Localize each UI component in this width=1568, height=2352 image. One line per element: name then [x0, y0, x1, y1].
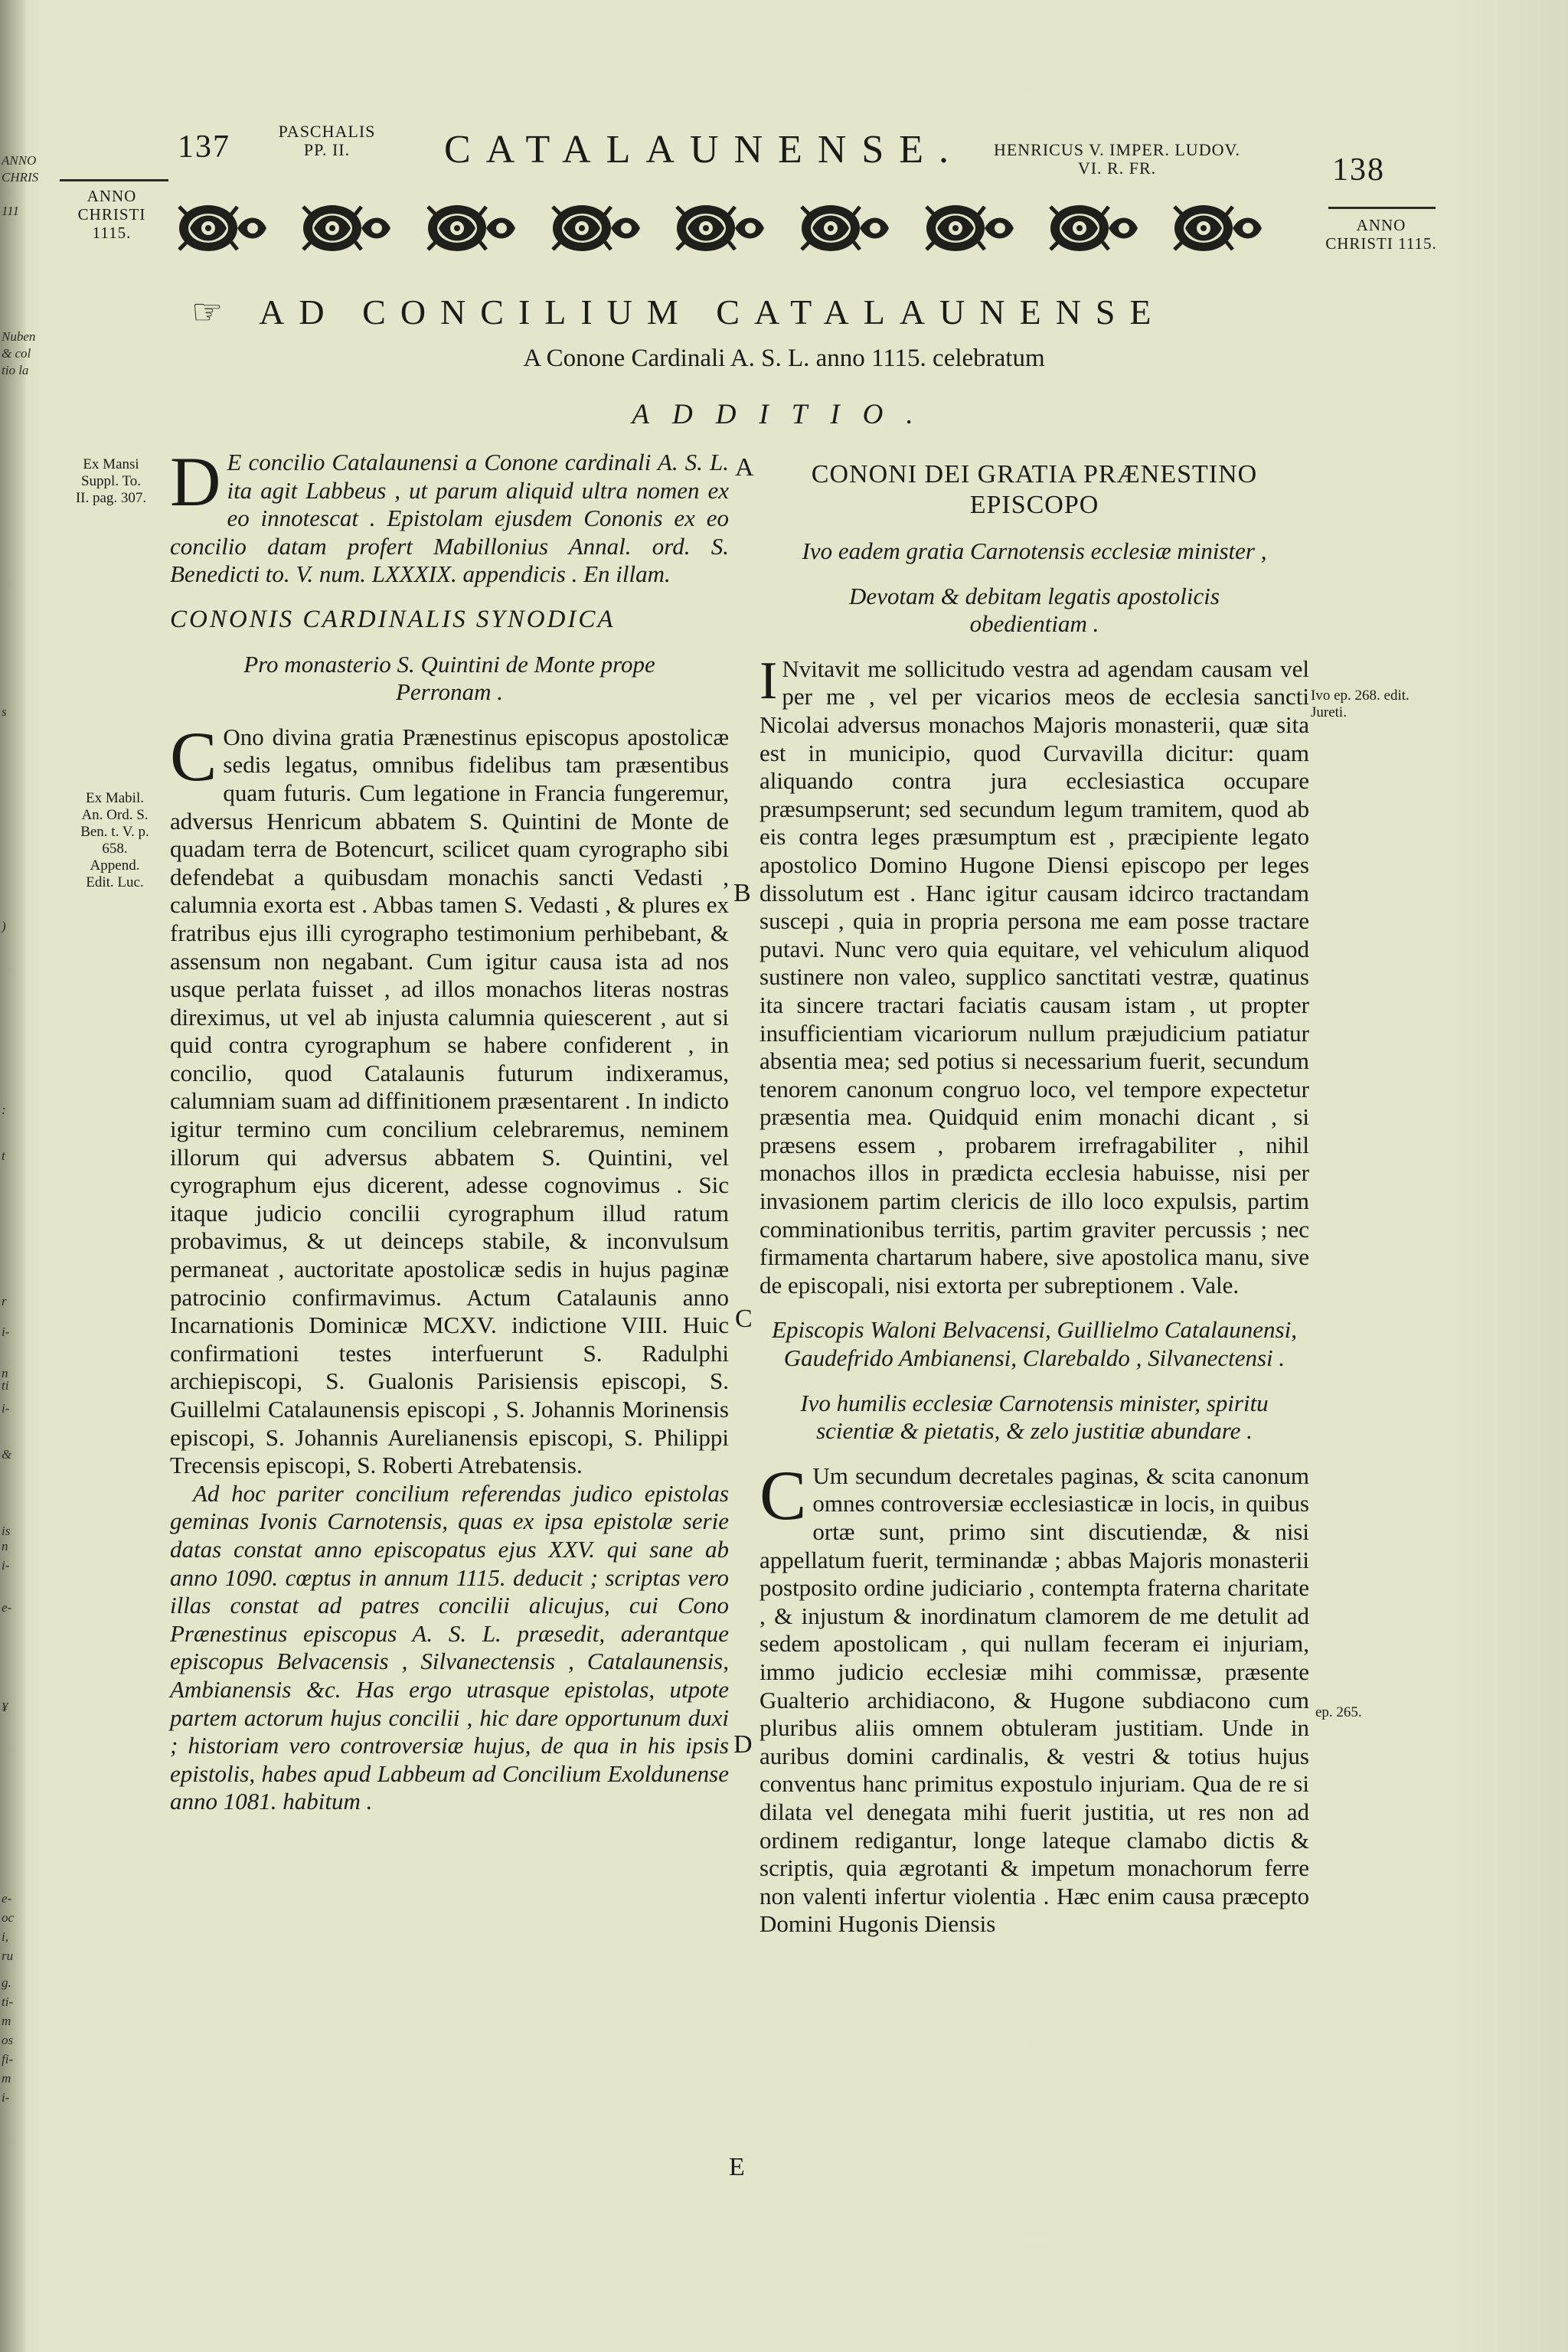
facing-page-fragment: ti- [2, 1994, 14, 2009]
right-anno-rule [1328, 207, 1436, 209]
facing-page-fragment: tio la [2, 363, 29, 377]
facing-page-fragment: r [2, 1294, 7, 1308]
letter1-initial: I [760, 651, 778, 710]
facing-page-fragment: n [2, 1366, 8, 1380]
facing-page-fragment: m [2, 2071, 11, 2086]
facing-page-fragment: i, [2, 1929, 8, 1944]
margin-note-ep-265: ep. 265. [1315, 1704, 1362, 1720]
right-column [760, 459, 1309, 1939]
intro-initial: D [170, 443, 221, 521]
facing-page-fragment: fi- [2, 2052, 14, 2066]
facing-page-fragment: oc [2, 1910, 15, 1925]
closing-note: Ad hoc pariter concilium referendas judico epistolas geminas Ivonis Carnotensis, quas ex ipsa epistolæ serie datas constat anno episcopatus ejus XXV. qui sane ab anno 1090. cœptus in annum 1115. deducit ; scriptas vero illas constat ad patres concilii alicujus, cui Cono Prænestinus episcopus A. S. L. præsedit, aderantque episcopus Belvacensis , Silvanectensis , Catalaunensis, Ambianensis &c. Has ergo utrasque epistolas, utpote partem actorum hujus concilii , hic dare opportunum duxi ; historiam vero controversiæ hujus, de qua in his ipsis epistolis, habes apud Labbeum ad Concilium Exoldunense anno 1081. habitum . [170, 1479, 729, 1815]
facing-page-fragment: m [2, 2014, 11, 2028]
synodica-heading: CONONIS CARDINALIS SYNODICA [170, 605, 616, 633]
margin-note-mansi: Ex Mansi Suppl. To. II. pag. 307. [75, 456, 147, 506]
column-letter-e: E [729, 2153, 745, 2181]
letter2-address: Episcopis Waloni Belvacensi, Guillielmo Catalaunensi, Gaudefrido Ambianensi, Clarebaldo , Silvanectensi . [772, 1316, 1297, 1372]
column-letter-d: D [733, 1730, 753, 1759]
body-initial: C [170, 717, 217, 795]
letter2-body: Um secundum decretales paginas, & scita canonum omnes controversiæ ecclesiasticæ in locis, in quibus ortæ sunt, primo sint discutiendæ, & nisi appellatum fuerit, terminandæ ; abbas Majoris monasterii postposito ordine judiciario , contempta fraterna charitate , & injustum & inordinatum clamorem de me detulit ad sedem apostolicam , qui nullam feceram ei injuriam, immo judicio ecclesiæ mihi commissæ, præsente Gualterio archidiacono, & Hugone subdiacono cum pluribus aliis omnem obtuleram justitiam. Unde in auribus domini cardinalis, & vestri & totius hujus conventus hanc primitus expostulo injuriam. Qua de re si dilata vel denegata mihi fuerit justitia, ut res non ad ordinem redigantur, longe lateque clamabo dictis & scriptis, quia ægrotanti & impetum monachorum ferre non valenti infertur violentia . Hæc enim causa præcepto Domini Hugonis Diensis [760, 1462, 1309, 1938]
facing-page-fragment: s [2, 704, 7, 719]
letter1-address: CONONI DEI GRATIA PRÆNESTINO EPISCOPO [811, 460, 1258, 519]
facing-page-fragment: g. [2, 1975, 11, 1990]
facing-page-fragment: i- [2, 1325, 10, 1339]
facing-page-fragment: i- [2, 2090, 10, 2105]
facing-page-fragment: ti [2, 1378, 9, 1393]
facing-page-fragment: & [2, 1447, 12, 1462]
section-title: ☞ AD CONCILIUM CATALAUNENSE [191, 292, 1166, 332]
additio-heading: ADDITIO. [632, 399, 936, 430]
letter2-initial: C [760, 1455, 807, 1534]
section-subtitle: A Conone Cardinali A. S. L. anno 1115. celebratum [523, 345, 1045, 372]
margin-note-ivo-268: Ivo ep. 268. edit. Jureti. [1311, 688, 1410, 720]
left-anno-rule [60, 179, 168, 181]
intro-paragraph: E concilio Catalaunensi a Conone cardinali A. S. L. ita agit Labbeus , ut parum aliquid ultra nomen ex eo innotescat . Epistolam ejusdem Cononis ex eo concilio datam profert Mabillonius Annal. ord. S. Benedicti to. V. num. LXXXIX. appendicis . En illam. [170, 449, 729, 588]
facing-page-fragment: i- [2, 1558, 10, 1573]
fleuron-band-icon [176, 198, 1302, 259]
facing-page-fragment: e- [2, 1600, 12, 1615]
facing-page-fragment: Nuben [2, 329, 36, 344]
facing-page-fragment: ) [2, 919, 6, 933]
facing-page-fragment: n [2, 1539, 8, 1553]
facing-page-fragment: ANNO [2, 153, 37, 168]
right-running-head: HENRICUS V. IMPER. LUDOV. VI. R. FR. [993, 140, 1241, 178]
column-letter-b: B [733, 879, 751, 907]
facing-page-fragment: : [2, 1102, 6, 1117]
letter2-sender: Ivo humilis ecclesiæ Carnotensis minister, spiritu scientiæ & pietatis, & zelo justitiæ abundare . [800, 1389, 1269, 1445]
margin-note-mabillon: Ex Mabil. An. Ord. S. Ben. t. V. p. 658. Append. Edit. Luc. [80, 790, 149, 890]
running-title: CATALAUNENSE. [444, 128, 965, 172]
left-running-head: PASCHALIS PP. II. [278, 122, 376, 159]
letter1-body: Nvitavit me sollicitudo vestra ad agendam causam vel per me , vel per vicarios meos de ecclesia sancti Nicolai adversus monachos Majoris monasterii, quæ sita est in municipio, quod Curvavilla dicitur: quam aliquando contra jura ecclesiastica occupare præsumpserunt; sed secundum legum tramitem, quod ab eis contra leges præsumptum est , præcipiente legato apostolico Domino Hugone Diensi episcopo per leges dissolutum est . Hanc igitur causam idcirco tractandam suscepi , quia in propria persona me eam posse tractare putavi. Nunc vero quia equitare, vel vehiculum aliquod sustinere non valeo, supplico sanctitati vestræ, quatinus ita sincere tractari faciatis causam istam , ut propter insufficientiam vicariorum nullum præjudicium patiatur absentia mea; sed potius si necessarium fuerit, secundum tenorem canonum congruo loco, vel tempore expectetur præsentia mea. Quidquid enim monachi dicant , si præsens essem , probarem irrefragabiliter , nihil monachos illos in prædicta ecclesia habuisse, nisi per invasionem partim clericis de illo loco expulsis, partim comminationibus territis, partim graviter percussis ; nec firmamenta chartarum habere, sive apostolica manu, sive de episcopali, nisi extorta per subreptionem . Vale. [760, 655, 1309, 1298]
right-column-number: 138 [1332, 152, 1385, 188]
facing-page-fragment: ¥ [2, 1700, 8, 1714]
facing-page-fragment: CHRIS [2, 170, 39, 185]
facing-page-fragment: os [2, 2033, 14, 2047]
left-column-number: 137 [178, 129, 230, 165]
synodica-body: Ono divina gratia Prænestinus episcopus apostolicæ sedis legatus, omnibus fidelibus tam præsentibus quam futuris. Cum legatione in Francia fungeremur, adversus Henricum abbatem S. Quintini de Monte de quadam terra de Botencurt, scilicet quam cyrographo sibi defendebat a quibusdam monachis sancti Vedasti , calumnia exorta est . Abbas tamen S. Vedasti , & plures ex fratribus ejus illi cyrographo testimonium perhibebant, & assensum non negabant. Cum igitur causa ista ad nos usque perlata fuisset , ad illos monachos literas nostras direximus, ut vel ab injusta calumnia quiescerent , aut si quid contra cyrographum se habere confiderent , in concilio, quod Catalaunis futurum indixeramus, calumniam suam ad diffinitionem præsentarent . In indicto igitur termino cum concilium celebraremus, neminem illorum qui adversus abbatem S. Quintini, vel cyrographum ejus dicerent, adesse cognovimus . Sic itaque judicio concilii cyrographum illud ratum probavimus, & ut deinceps stabile, & inconvulsum permaneat , auctoritate apostolicæ sedis in hujus paginæ patrocinio confirmavimus. Actum Catalaunis anno Incarnationis Dominicæ MCXV. indictione VIII. Huic confirmationi testes interfuerunt S. Radulphi archiepiscopi, S. Gualonis Parisiensis episcopi, S. Guillelmi Catalaunensis episcopi , S. Johannis Morinensis episcopi, S. Johannis Aurelianensis episcopi, S. Philippi Trecensis episcopi, S. Roberti Atrebatensis. [170, 723, 729, 1479]
right-anno-christi: ANNO CHRISTI 1115. [1325, 216, 1437, 253]
letter1-greeting: Devotam & debitam legatis apostolicis obedientiam . [849, 582, 1220, 638]
left-anno-christi: ANNO CHRISTI 1115. [77, 187, 146, 242]
synodica-subheading: Pro monasterio S. Quintini de Monte prope Perronam . [243, 650, 655, 706]
facing-page-fragment: t [2, 1148, 5, 1163]
facing-page-fragment: 111 [2, 204, 19, 218]
facing-page-fragment: ru [2, 1949, 14, 1963]
column-letter-c: C [735, 1305, 753, 1333]
column-letter-a: A [735, 453, 754, 482]
facing-page-fragment: is [2, 1524, 11, 1538]
facing-page-fragment: & col [2, 346, 31, 361]
facing-page-fragment: i- [2, 1401, 10, 1416]
facing-page-fragment: e- [2, 1891, 12, 1906]
left-column [170, 443, 729, 1816]
letter1-sender: Ivo eadem gratia Carnotensis ecclesiæ minister , [802, 537, 1267, 564]
